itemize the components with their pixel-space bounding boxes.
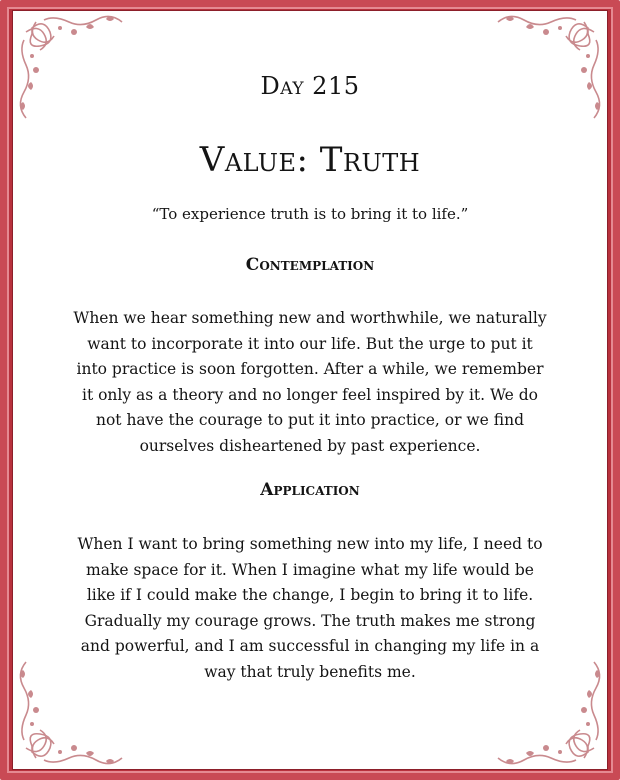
section-heading-contemplation: Contemplation	[245, 255, 375, 275]
quote: “To experience truth is to bring it to life.”	[151, 205, 469, 223]
day-label: Day 215	[260, 72, 360, 100]
section-heading-application: Application	[260, 480, 360, 500]
section-body-contemplation: When we hear something new and worthwhile, we naturally want to incorporate it into our life. But the urge to put it into practice is soon forgotten. After a while, we remember it only as a theory and no longer feel inspired by it. We do not have the courage to put it into practice, or we find ourselves disheartened by past experience.	[73, 309, 547, 455]
section-body-application: When I want to bring something new into my life, I need to make space for it. When I imagine what my life would be like if I could make the change, I begin to bring it to life. Gradually my courage grows. The truth makes me strong and powerful, and I am successful in changing my life in a way that truly benefits me.	[77, 535, 543, 681]
page-title: Value: Truth	[199, 140, 421, 180]
